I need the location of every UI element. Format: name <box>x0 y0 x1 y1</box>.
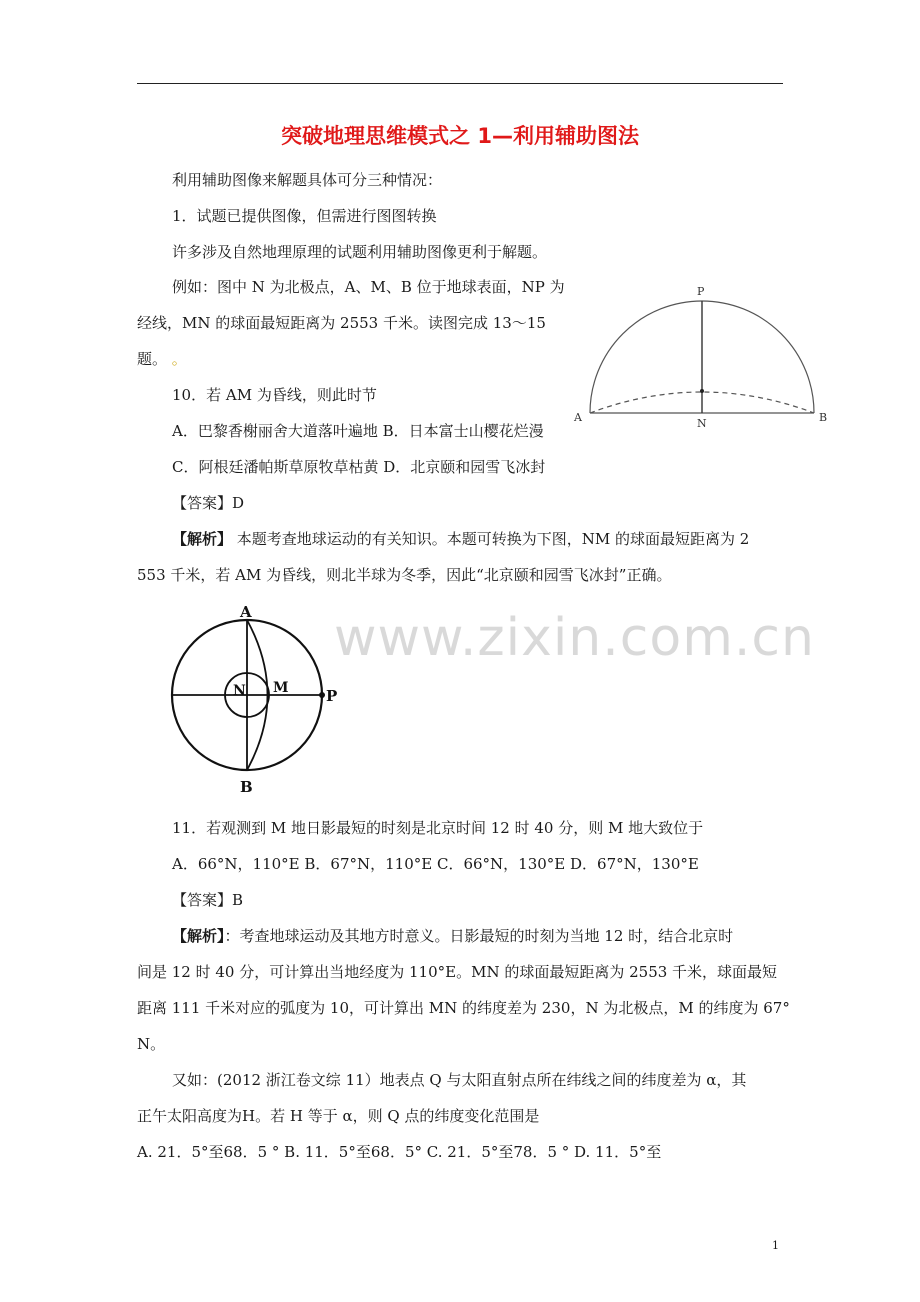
label-a: A <box>240 603 252 621</box>
q11-stem: 11．若观测到 M 地日影最短的时刻是北京时间 12 时 40 分，则 M 地大致位于 <box>172 819 704 837</box>
header-rule <box>137 83 783 84</box>
example2-options: A. 21．5°至68．5 ° B. 11．5°至68．5° C. 21．5°至78．5 ° D. 11．5°至 <box>137 1143 662 1161</box>
q10-analysis-line2: 553 千米，若 AM 为昏线，则北半球为冬季，因此“北京颐和园雪飞冰封”正确。 <box>137 566 672 584</box>
q10-analysis-text: 本题考查地球运动的有关知识。本题可转换为下图，NM 的球面最短距离为 2 <box>232 530 750 548</box>
case1-description: 许多涉及自然地理原理的试题利用辅助图像更利于解题。 <box>172 243 548 261</box>
point-p <box>319 692 325 698</box>
label-p: P <box>697 285 705 298</box>
q11-options: A．66°N，110°E B．67°N，110°E C．66°N，130°E D．67°N，130°E <box>172 855 699 873</box>
point-m <box>700 389 704 393</box>
example2-line2: 正午太阳高度为H。若 H 等于 α，则 Q 点的纬度变化范围是 <box>137 1107 540 1125</box>
label-n: N <box>233 683 246 699</box>
label-p: P <box>326 687 338 705</box>
page-number: 1 <box>772 1239 779 1252</box>
q11-analysis-label: 【解析】 <box>172 927 225 945</box>
example-line1: 例如：图中 N 为北极点，A、M、B 位于地球表面，NP 为 <box>172 278 565 296</box>
case1-heading: 1．试题已提供图像，但需进行图图转换 <box>172 207 437 225</box>
q10-options-cd: C．阿根廷潘帕斯草原牧草枯黄 D．北京颐和园雪飞冰封 <box>172 458 546 476</box>
label-n: N <box>697 417 707 430</box>
q11-analysis-line4: N。 <box>137 1035 166 1053</box>
example-line3-text: 题。 <box>137 350 168 368</box>
label-a: A <box>574 411 582 424</box>
q10-analysis-label: 【解析】 <box>172 530 233 548</box>
q11-analysis-line1 <box>172 926 733 946</box>
q10-answer: 【答案】D <box>172 494 245 512</box>
example2-line1: 又如：(2012 浙江卷文综 11）地表点 Q 与太阳直射点所在纬线之间的纬度差为 α，其 <box>172 1071 747 1089</box>
hemisphere-diagram <box>560 275 840 435</box>
q10-options-ab: A．巴黎香榭丽舍大道落叶遍地 B．日本富士山樱花烂漫 <box>172 422 544 440</box>
q11-analysis-line2: 间是 12 时 40 分，可计算出当地经度为 110°E。MN 的球面最短距离为 2553 千米，球面最短 <box>137 963 778 981</box>
q11-analysis-text: ：考查地球运动及其地方时意义。日影最短的时刻为当地 12 时，结合北京时 <box>224 927 734 945</box>
label-b: B <box>819 411 828 424</box>
label-b: B <box>240 778 253 796</box>
page-title: 突破地理思维模式之 1—利用辅助图法 <box>281 124 639 148</box>
watermark: www.zixin.com.cn <box>334 608 815 668</box>
example-line2: 经线，MN 的球面最短距离为 2553 千米。读图完成 13～15 <box>137 314 546 332</box>
yellow-dot: 。 <box>171 350 187 368</box>
q10-analysis-line1 <box>172 529 749 549</box>
polar-view-diagram <box>160 600 360 800</box>
q11-answer: 【答案】B <box>172 891 244 909</box>
example-line3 <box>137 349 187 369</box>
q10-stem: 10．若 AM 为昏线，则此时节 <box>172 386 377 404</box>
intro-text: 利用辅助图像来解题具体可分三种情况： <box>172 171 443 189</box>
q11-analysis-line3: 距离 111 千米对应的弧度为 10，可计算出 MN 的纬度差为 230，N 为北极点，M 的纬度为 67° <box>137 999 790 1017</box>
label-m: M <box>273 680 289 696</box>
